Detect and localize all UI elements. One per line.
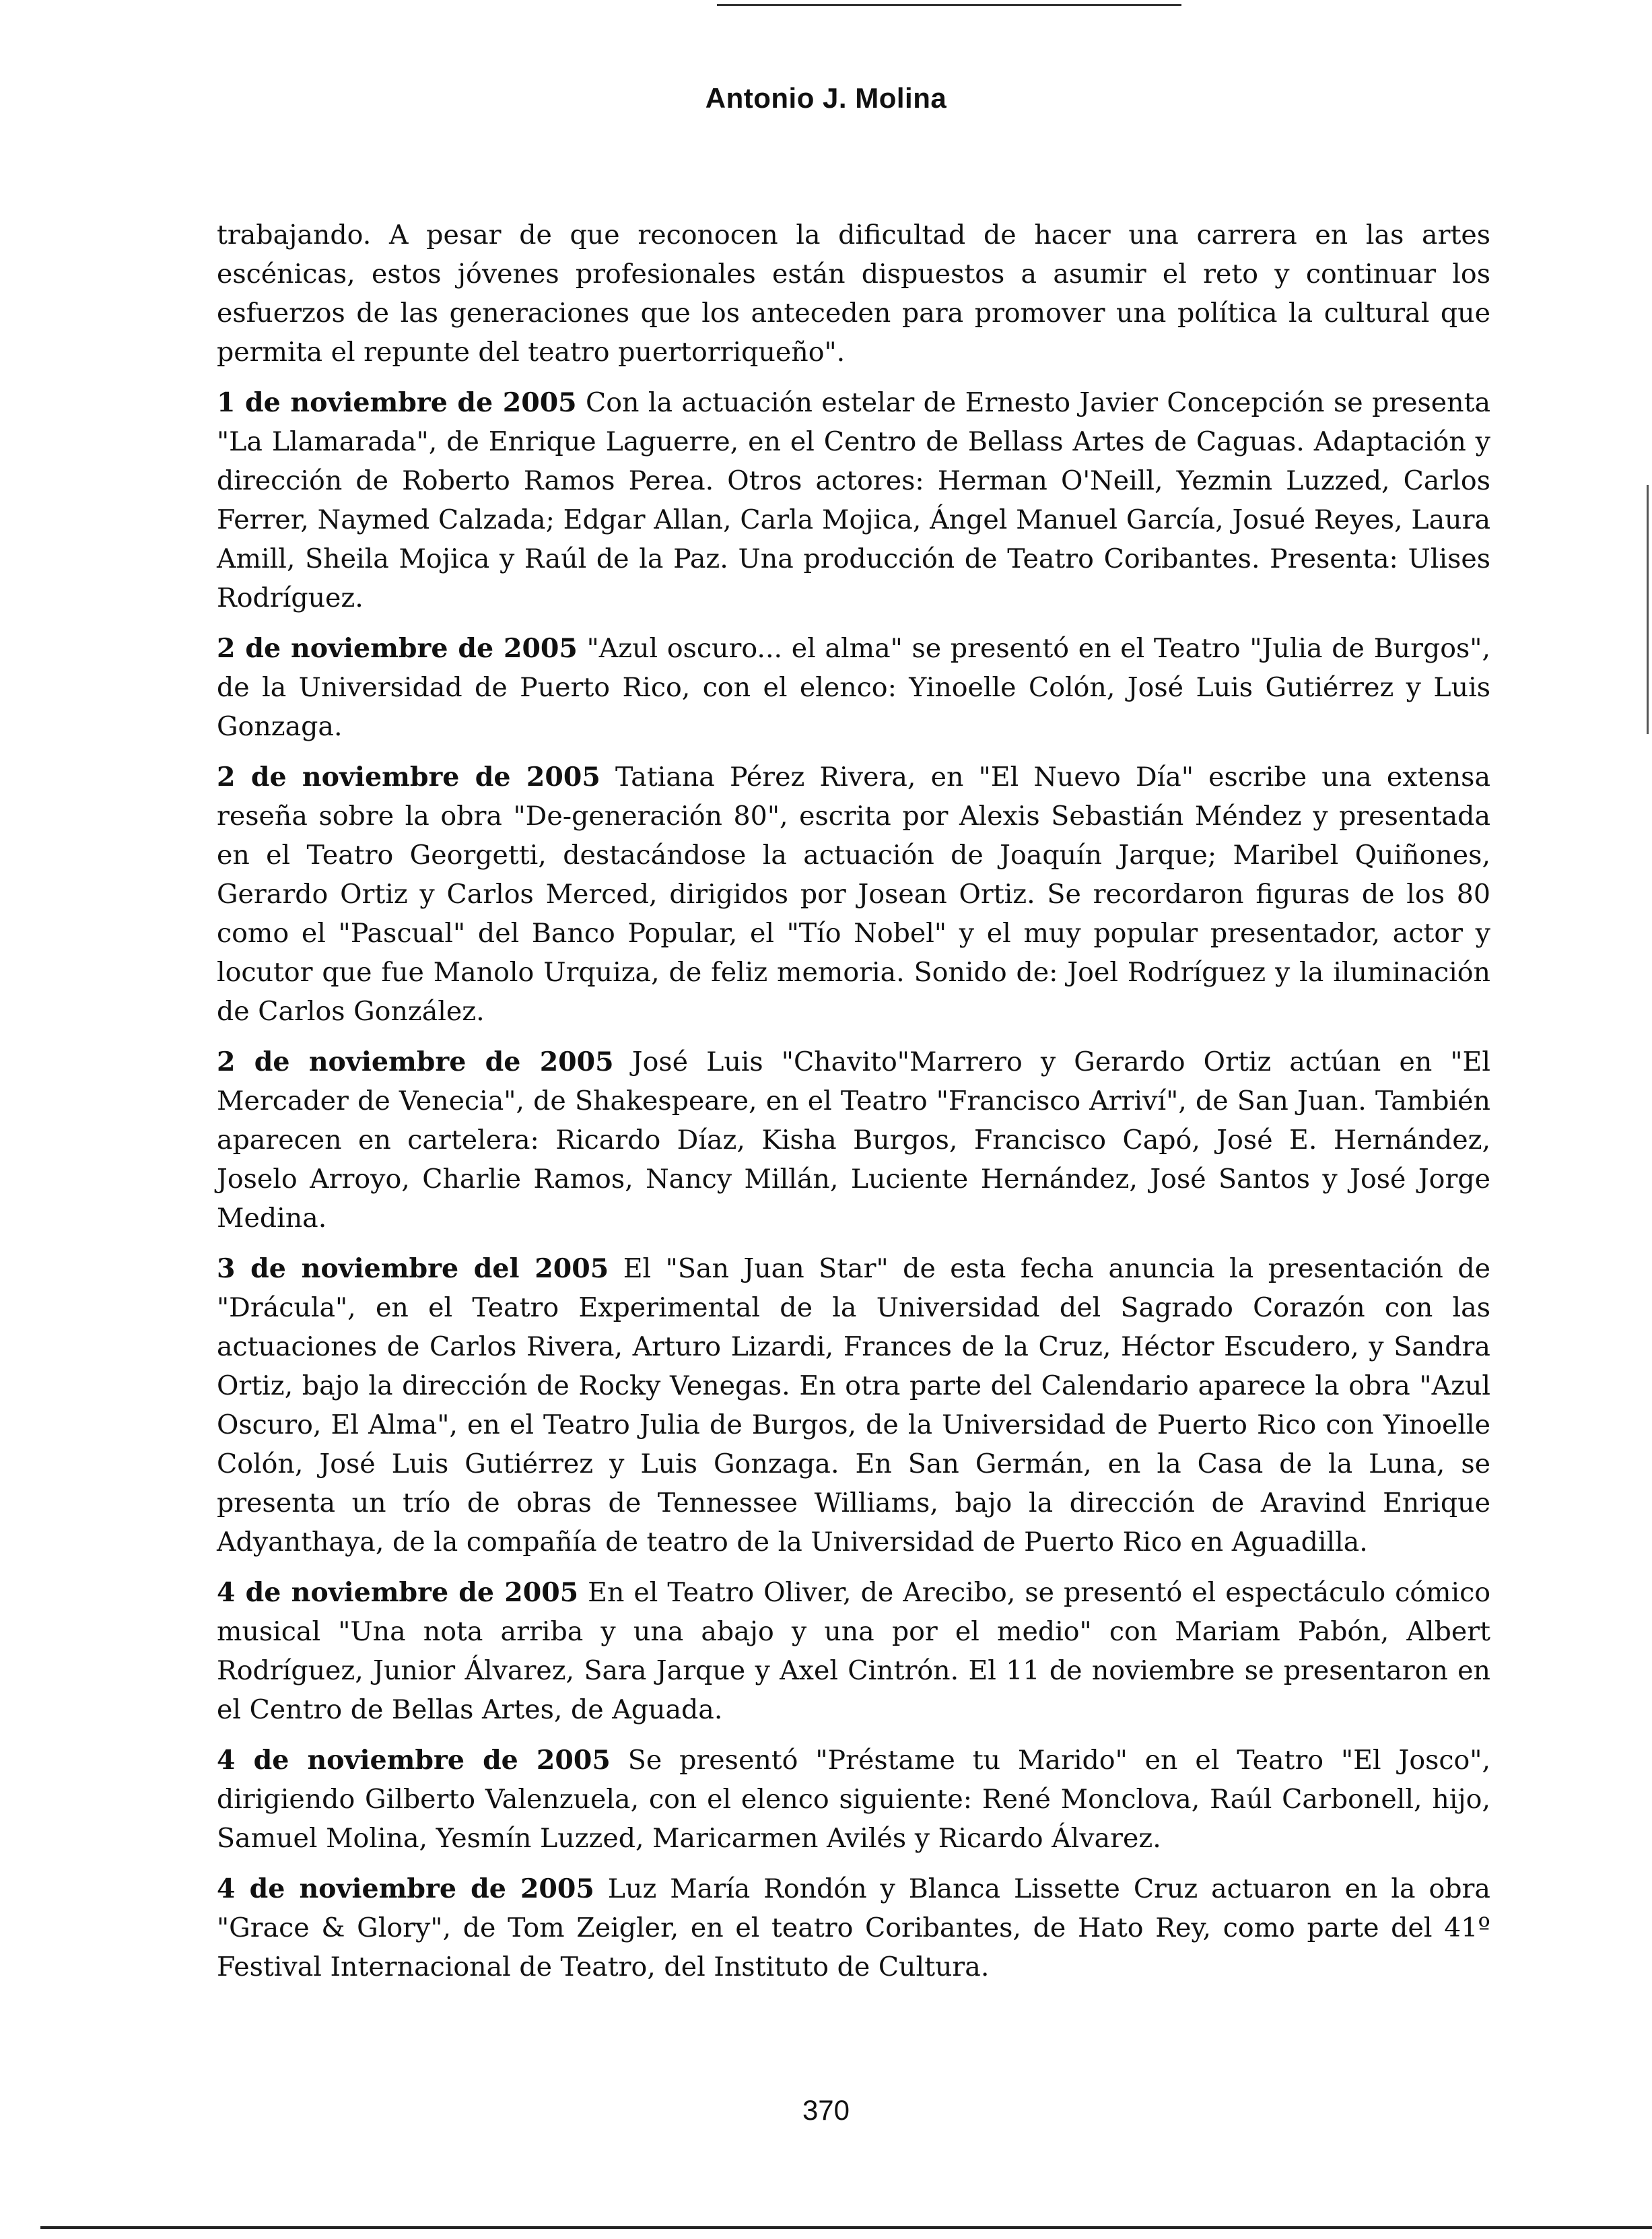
scan-edge-line — [1647, 485, 1649, 734]
entry-paragraph — [217, 1741, 1490, 1858]
entry-date: 2 de noviembre de 2005 — [217, 1046, 614, 1077]
entry-paragraph — [217, 383, 1490, 617]
page-number: 370 — [802, 2094, 850, 2126]
entry-date: 4 de noviembre de 2005 — [217, 1577, 579, 1608]
entry-paragraph — [217, 1042, 1490, 1238]
entry-text: Se presentó "Préstame tu Marido" en el Teatro "El Josco", dirigiendo Gilberto Valenzuela, con el elenco siguiente: René Monclova, Raúl Carbonell, hijo, Samuel Molina, Yesmín Luzzed, Maricarmen Avilés y Ricardo Álvarez. — [217, 1745, 1491, 1854]
entry-date: 2 de noviembre de 2005 — [217, 633, 578, 664]
entry-paragraph — [217, 629, 1490, 746]
entry-text: Luz María Rondón y Blanca Lissette Cruz actuaron en la obra "Grace & Glory", de Tom Zeigler, en el teatro Coribantes, de Hato Rey, como parte del 41º Festival Internacional de Teatro, del Instituto de Cultura. — [217, 1873, 1490, 1982]
continuation-paragraph: trabajando. A pesar de que reconocen la dificultad de hacer una carrera en las artes escénicas, estos jóvenes profesionales están dispuestos a asumir el reto y continuar los esfuerzos de las generaciones que los anteceden para promover una política la cultural que permita el repunte del teatro puertorriqueño". — [217, 220, 1490, 368]
top-rule — [717, 4, 1181, 6]
entry-paragraph — [217, 1869, 1490, 1986]
entry-date: 4 de noviembre de 2005 — [217, 1873, 594, 1904]
entry-paragraph — [217, 1573, 1490, 1729]
entry-date: 1 de noviembre de 2005 — [217, 387, 577, 418]
entry-date: 2 de noviembre de 2005 — [217, 762, 600, 793]
entry-text: En el Teatro Oliver, de Arecibo, se presentó el espectáculo cómico musical "Una nota arriba y una abajo y una por el medio" con Mariam Pabón, Albert Rodríguez, Junior Álvarez, Sara Jarque y Axel Cintrón. El 11 de noviembre se presentaron en el Centro de Bellas Artes, de Aguada. — [217, 1577, 1491, 1725]
entry-text: Tatiana Pérez Rivera, en "El Nuevo Día" escribe una extensa reseña sobre la obra "De-generación 80", escrita por Alexis Sebastián Méndez y presentada en el Teatro Georgetti, destacándose la actuación de Joaquín Jarque; Maribel Quiñones, Gerardo Ortiz y Carlos Merced, dirigidos por Josean Ortiz. Se recordaron figuras de los 80 como el "Pascual" del Banco Popular, el "Tío Nobel" y el muy popular presentador, actor y locutor que fue Manolo Urquiza, de feliz memoria. Sonido de: Joel Rodríguez y la iluminación de Carlos González. — [217, 762, 1490, 1027]
entry-text: José Luis "Chavito"Marrero y Gerardo Ortiz actúan en "El Mercader de Venecia", de Shakespeare, en el Teatro "Francisco Arriví", de San Juan. También aparecen en cartelera: Ricardo Díaz, Kisha Burgos, Francisco Capó, José E. Hernández, Joselo Arroyo, Charlie Ramos, Nancy Millán, Luciente Hernández, José Santos y José Jorge Medina. — [217, 1046, 1491, 1234]
page-body — [217, 215, 1490, 1998]
entry-text: "Azul oscuro... el alma" se presentó en el Teatro "Julia de Burgos", de la Universidad de Puerto Rico, con el elenco: Yinoelle Colón, José Luis Gutiérrez y Luis Gonzaga. — [217, 633, 1491, 742]
running-head-author: Antonio J. Molina — [705, 82, 947, 114]
entry-paragraph — [217, 1249, 1490, 1562]
entry-text: Con la actuación estelar de Ernesto Javier Concepción se presenta "La Llamarada", de Enrique Laguerre, en el Centro de Bellass Artes de Caguas. Adaptación y dirección de Roberto Ramos Perea. Otros actores: Herman O'Neill, Yezmin Luzzed, Carlos Ferrer, Naymed Calzada; Edgar Allan, Carla Mojica, Ángel Manuel García, Josué Reyes, Laura Amill, Sheila Mojica y Raúl de la Paz. Una producción de Teatro Coribantes. Presenta: Ulises Rodríguez. — [217, 387, 1491, 613]
bottom-rule — [40, 2226, 1652, 2229]
entry-date: 4 de noviembre de 2005 — [217, 1745, 611, 1776]
entry-paragraph — [217, 758, 1490, 1031]
entry-date: 3 de noviembre del 2005 — [217, 1253, 609, 1284]
entry-text: El "San Juan Star" de esta fecha anuncia la presentación de "Drácula", en el Teatro Experimental de la Universidad del Sagrado Corazón con las actuaciones de Carlos Rivera, Arturo Lizardi, Frances de la Cruz, Héctor Escudero, y Sandra Ortiz, bajo la dirección de Rocky Venegas. En otra parte del Calendario aparece la obra "Azul Oscuro, El Alma", en el Teatro Julia de Burgos, de la Universidad de Puerto Rico con Yinoelle Colón, José Luis Gutiérrez y Luis Gonzaga. En San Germán, en la Casa de la Luna, se presenta un trío de obras de Tennessee Williams, bajo la dirección de Aravind Enrique Adyanthaya, de la compañía de teatro de la Universidad de Puerto Rico en Aguadilla. — [217, 1253, 1490, 1558]
